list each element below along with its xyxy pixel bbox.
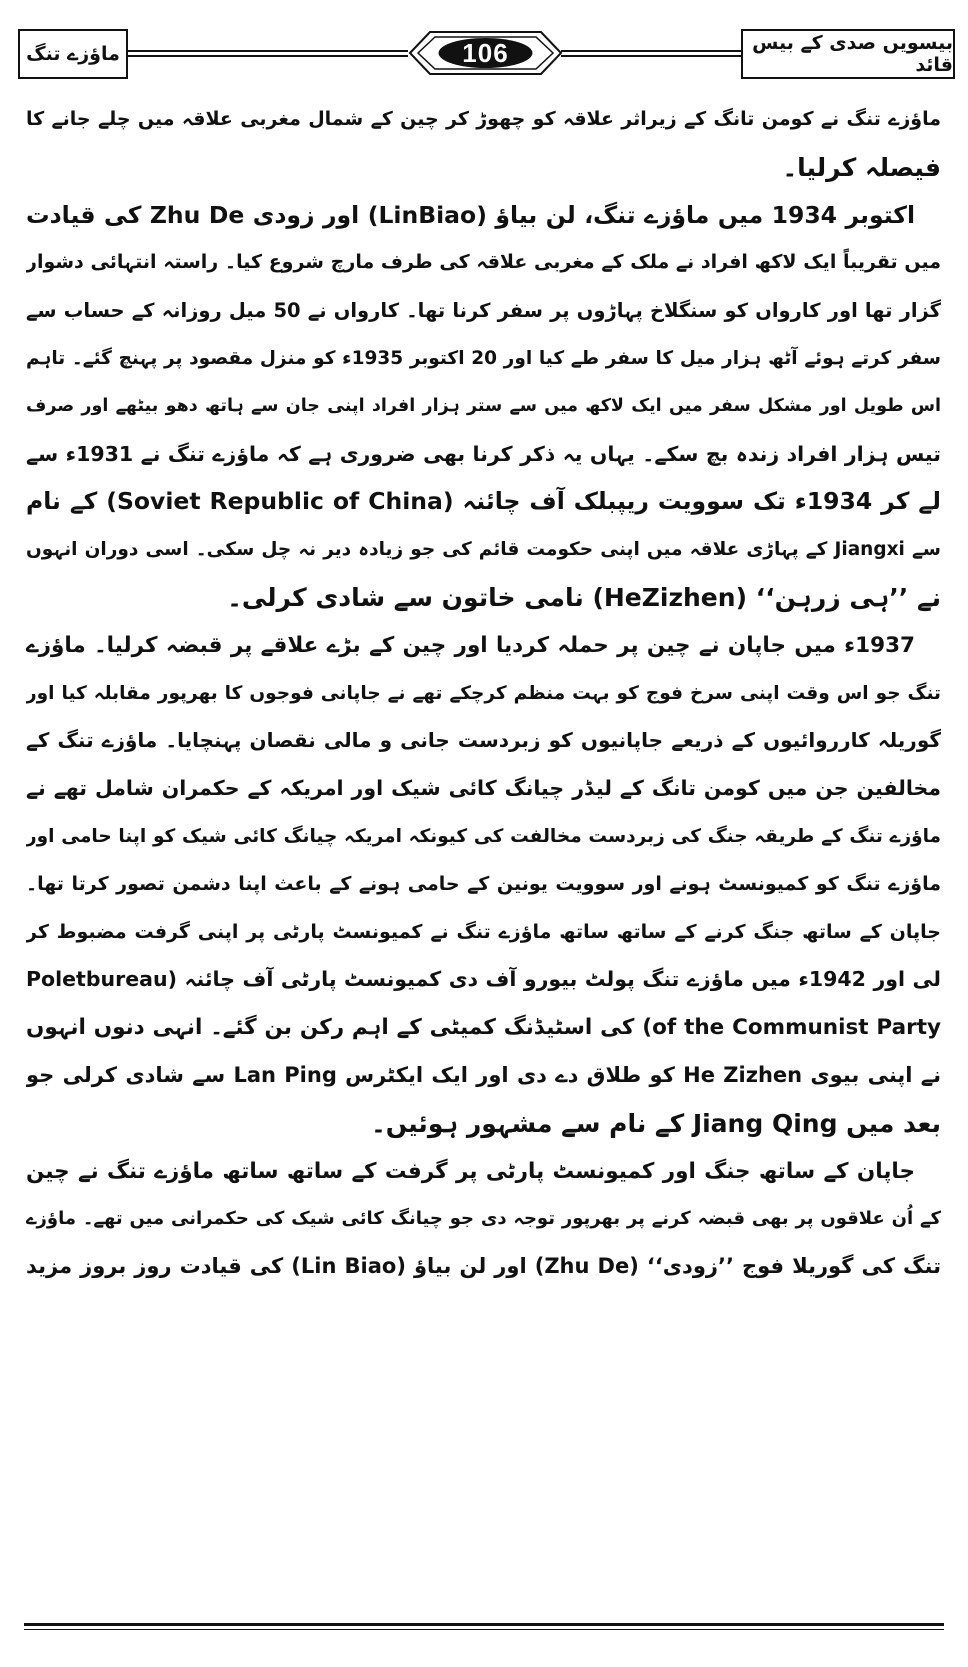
text-line: نے ’’ہی زرہن‘‘ (HeZizhen) نامی خاتون سے شادی کرلی۔: [227, 582, 941, 612]
page-number-badge: [408, 26, 563, 80]
header-rule: [561, 55, 741, 57]
footer-rule: [24, 1623, 944, 1626]
text-line: 1937ء میں جاپان نے چین پر حملہ کردیا اور چین کے بڑے علاقے پر قبضہ کرلیا۔ ماؤزے: [26, 632, 915, 658]
text-line: ماؤزے تنگ کو کمیونسٹ ہونے اور سوویت یونین کے حامی ہونے کے باعث اپنا دشمن تصور کرتا تھا۔: [26, 872, 941, 895]
header-rule: [561, 50, 741, 52]
text-line: ماؤزے تنگ کے طریقہ جنگ کی زبردست مخالفت کی کیونکہ امریکہ چیانگ کائی شیک کو اپنا حامی اور: [26, 825, 941, 847]
text-line: اس طویل اور مشکل سفر میں ایک لاکھ میں سے ستر ہزار افراد اپنی جان سے ہاتھ دھو بیٹھے اور صرف: [26, 395, 941, 416]
text-line: سفر کرتے ہوئے آٹھ ہزار میل کا سفر طے کیا اور 20 اکتوبر 1935ء کو منزل مقصود پر پہنچ گئے۔ تاہم: [26, 347, 941, 369]
text-line: بعد میں Jiang Qing کے نام سے مشہور ہوئیں۔: [371, 1108, 941, 1138]
text-line: جاپان کے ساتھ جنگ اور کمیونسٹ پارٹی پر گرفت کے ساتھ ساتھ ماؤزے تنگ نے چین: [26, 1158, 915, 1184]
book-title: بیسویں صدی کے بیس قائد: [741, 29, 955, 79]
text-line: اکتوبر 1934 میں ماؤزے تنگ، لن بیاؤ (LinBiao) اور زودی Zhu De کی قیادت: [26, 200, 916, 229]
body-text: [26, 96, 941, 1291]
text-line: کے اُن علاقوں پر بھی قبضہ کرنے پر بھرپور توجہ دی جو چیانگ کائی شیک کی حکمرانی میں تھے۔ ماؤزے: [26, 1208, 941, 1230]
text-line: تنگ کی گوریلا فوج ’’زودی‘‘ (Zhu De) اور لن بیاؤ (Lin Biao) کی قیادت روز بروز مزید: [26, 1254, 941, 1279]
text-line: لی اور 1942ء میں ماؤزے تنگ پولٹ بیورو آف دی کمیونسٹ پارٹی آف چائنہ (Poletbureau: [26, 967, 941, 992]
text-line: مخالفین جن میں کومن تانگ کے لیڈر چیانگ کائی شیک اور امریکہ کے حکمران شامل تھے نے: [26, 776, 941, 801]
page-header: [18, 26, 953, 86]
text-line: فیصلہ کرلیا۔: [782, 152, 941, 182]
header-rule: [126, 50, 408, 52]
header-rule: [126, 55, 408, 57]
text-line: لے کر 1934ء تک سوویت ریپبلک آف چائنہ (Soviet Republic of China) کے نام: [26, 487, 941, 516]
text-line: of the Communist Party) کی اسٹیڈنگ کمیٹی کے اہم رکن بن گئے۔ انہی دنوں انہوں: [26, 1015, 941, 1041]
page-number: 106: [462, 37, 509, 68]
footer-rule: [24, 1629, 944, 1630]
text-line: نے اپنی بیوی He Zizhen کو طلاق دے دی اور ایک ایکٹرس Lan Ping سے شادی کرلی جو: [26, 1062, 941, 1087]
text-line: سے Jiangxi کے پہاڑی علاقہ میں اپنی حکومت قائم کی جو زیادہ دیر نہ چل سکی۔ اسی دوران انہوں: [26, 539, 941, 561]
text-line: تیس ہزار افراد زندہ بچ سکے۔ یہاں یہ ذکر کرنا بھی ضروری ہے کہ ماؤزے تنگ نے 1931ء سے: [26, 441, 941, 466]
chapter-name: ماؤزے تنگ: [18, 29, 128, 79]
text-line: ماؤزے تنگ نے کومن تانگ کے زیراثر علاقہ کو چھوڑ کر چین کے شمال مغربی علاقہ میں چلے جانے کا: [26, 108, 941, 130]
text-line: گوریلہ کارروائیوں کے ذریعے جاپانیوں کو زبردست جانی و مالی نقصان پہنچایا۔ ماؤزے تنگ کے: [26, 728, 941, 753]
text-line: تنگ جو اس وقت اپنی سرخ فوج کو بہت منظم کرچکے تھے نے جاپانی فوجوں کا بھرپور مقابلہ کیا اور: [26, 682, 941, 704]
text-line: جاپان کے ساتھ جنگ کرنے کے ساتھ ساتھ ماؤزے تنگ نے کمیونسٹ پارٹی پر اپنی گرفت مضبوط کر: [26, 920, 941, 943]
text-line: گزار تھا اور کارواں کو سنگلاخ پہاڑوں پر سفر کرنا تھا۔ کارواں نے 50 میل روزانہ کے حساب سے: [26, 299, 941, 323]
text-line: میں تقریباً ایک لاکھ افراد نے ملک کے مغربی علاقہ کی طرف مارچ شروع کیا۔ راستہ انتہائی دشوار: [26, 251, 941, 274]
